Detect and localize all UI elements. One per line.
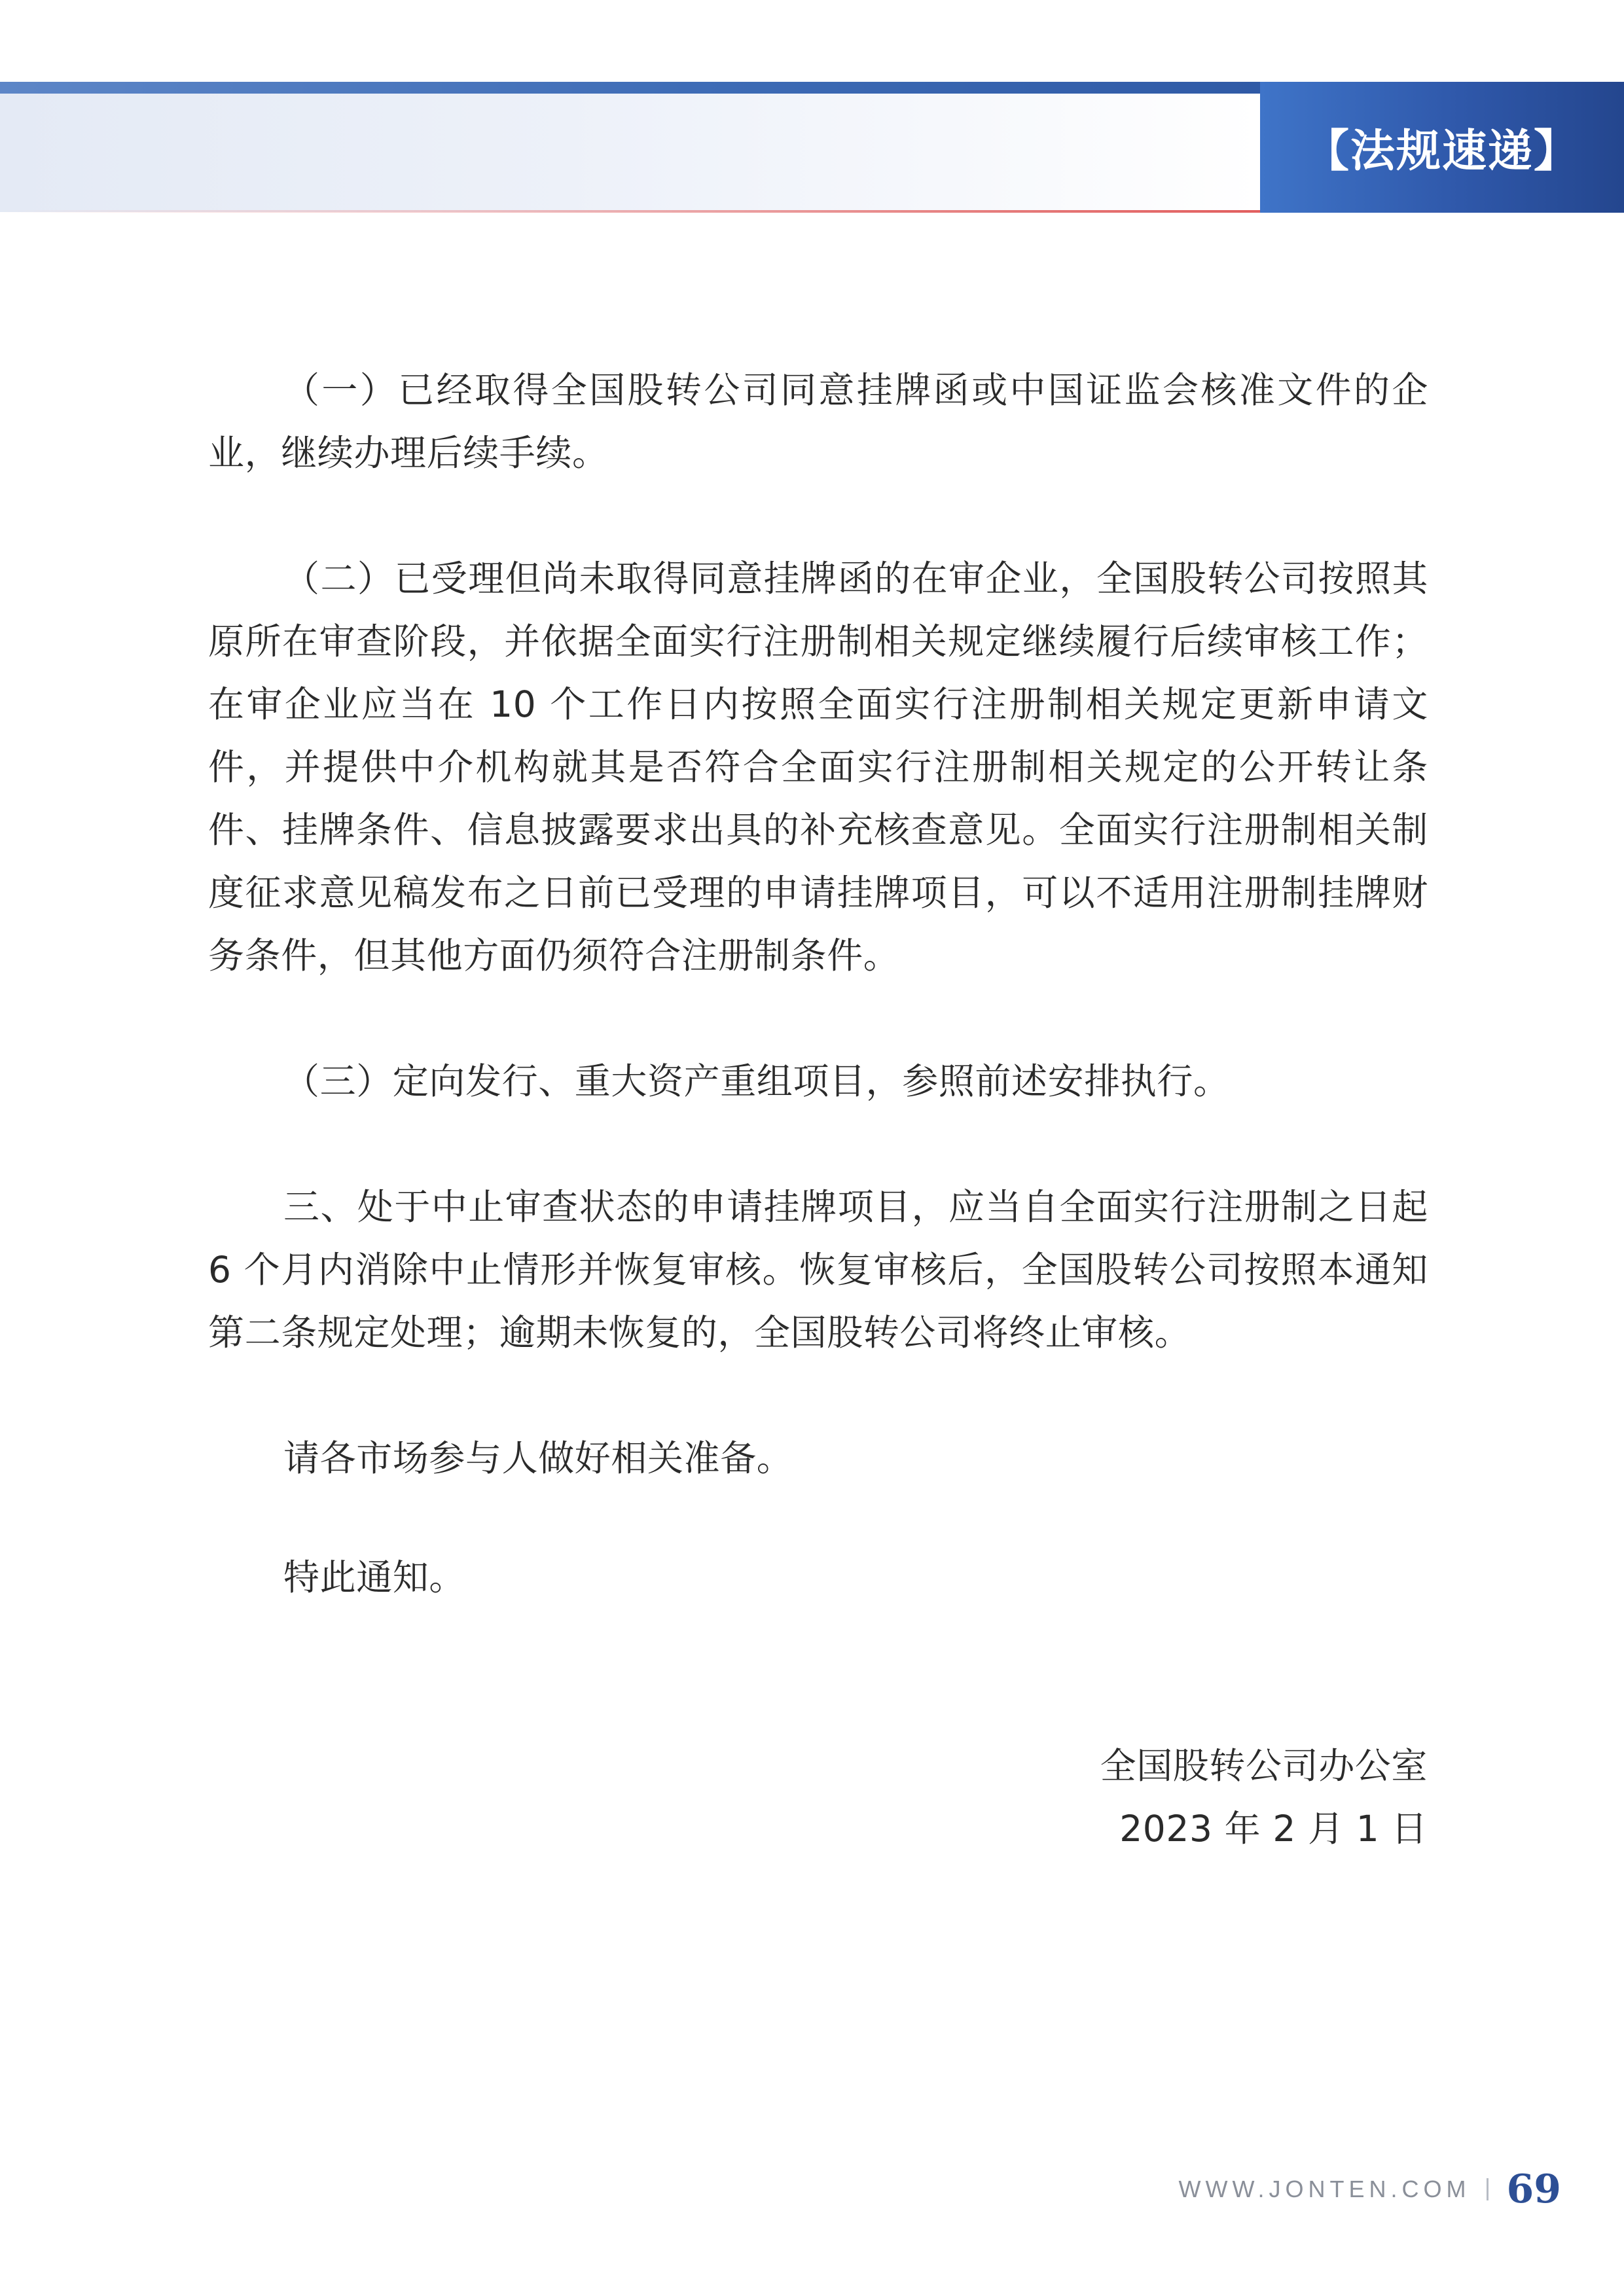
- header-top-stripe: [0, 82, 1260, 94]
- paragraph-6: 特此通知。: [283, 1556, 466, 1598]
- paragraph-1: （一）已经取得全国股转公司同意挂牌函或中国证监会核准文件的企业，继续办理后续手续。: [208, 369, 1428, 474]
- section-tag: [1260, 82, 1624, 213]
- footer-divider: [1487, 2178, 1489, 2200]
- signature-block: [1100, 1734, 1428, 1860]
- paragraph-2: （二）已受理但尚未取得同意挂牌函的在审企业，全国股转公司按照其原所在审查阶段，并依据全面实行注册制相关规定继续履行后续审核工作；在审企业应当在 10 个工作日内按照全面实行注册制相关规定更新申请文件，并提供中介机构就其是否符合全面实行注册制相关规定的公开转让条件、挂牌条件、信息披露要求出具的补充核查意见。全面实行注册制相关制度征求意见稿发布之日前已受理的申请挂牌项目，可以不适用注册制挂牌财务条件，但其他方面仍须符合注册制条件。: [208, 558, 1428, 977]
- paragraph-5: 请各市场参与人做好相关准备。: [283, 1437, 793, 1479]
- header-accent-line: [0, 210, 1260, 213]
- header-band: [0, 94, 1260, 212]
- section-tag-label: 【法规速递】: [1305, 124, 1580, 177]
- signature-organization: 全国股转公司办公室: [1100, 1745, 1428, 1787]
- paragraph-3: （三）定向发行、重大资产重组项目，参照前述安排执行。: [283, 1060, 1230, 1102]
- page-footer: [1179, 2160, 1561, 2219]
- document-body: [208, 359, 1428, 1665]
- page-number: 69: [1506, 2166, 1561, 2212]
- paragraph-4: 三、处于中止审查状态的申请挂牌项目，应当自全面实行注册制之日起 6 个月内消除中止情形并恢复审核。恢复审核后，全国股转公司按照本通知第二条规定处理；逾期未恢复的，全国股转公司将终止审核。: [208, 1186, 1428, 1354]
- footer-website: WWW.JONTEN.COM: [1178, 2176, 1471, 2202]
- signature-date: 2023 年 2 月 1 日: [1119, 1808, 1428, 1850]
